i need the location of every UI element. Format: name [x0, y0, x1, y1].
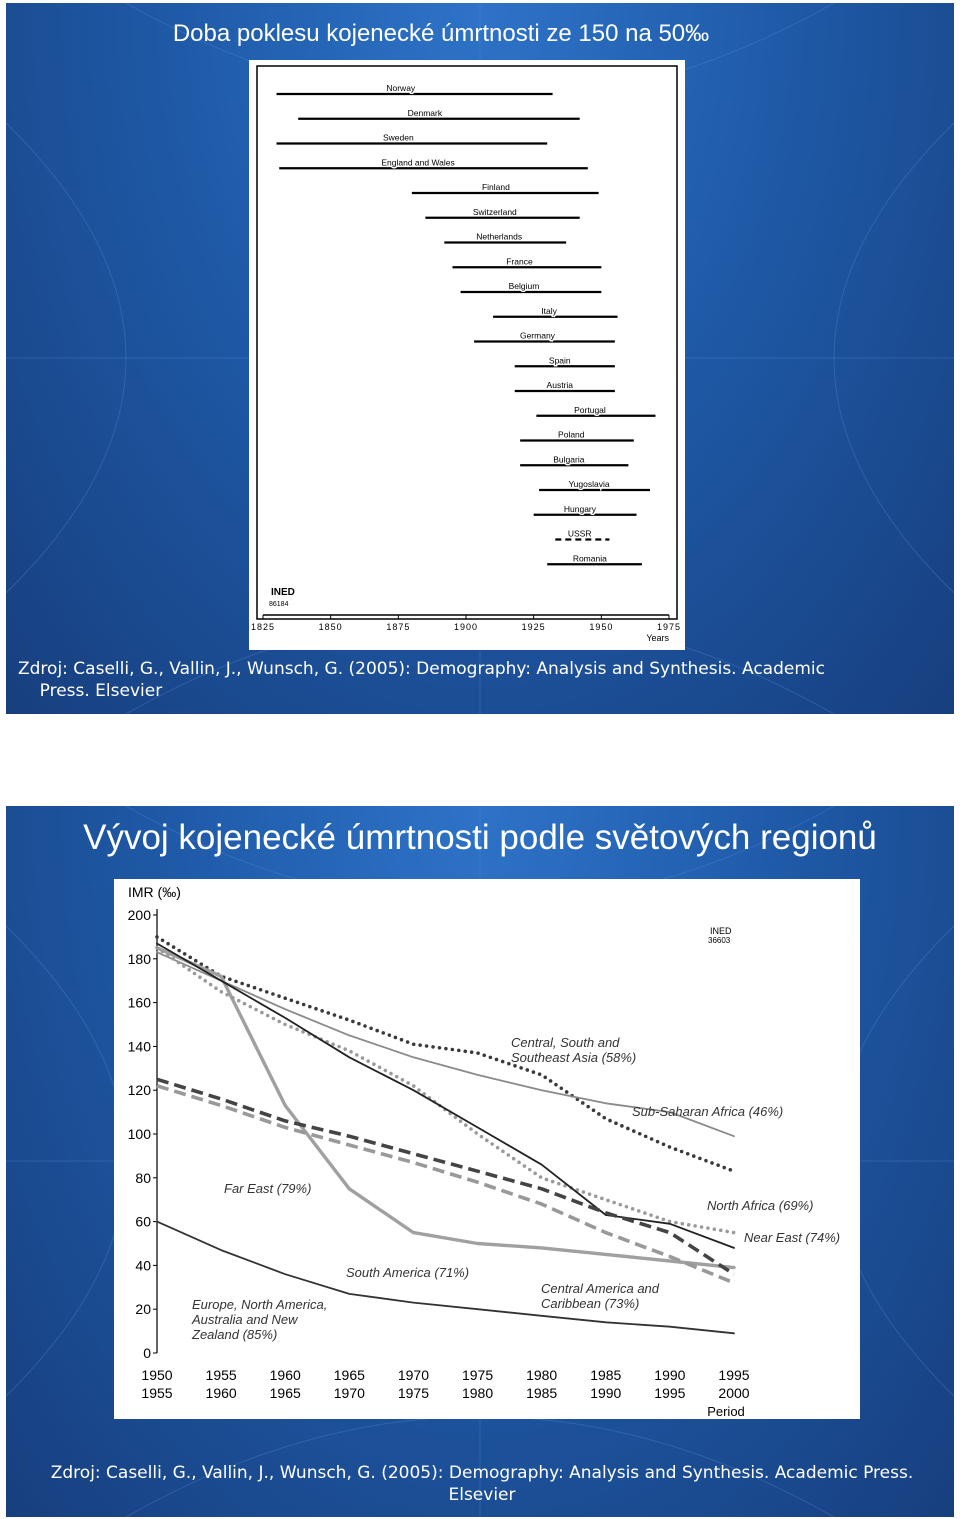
bar-label: England and Wales — [381, 157, 455, 168]
bar-label: Sweden — [382, 132, 414, 143]
bar-label: Italy — [541, 305, 557, 316]
x-tick-label-top: 1980 — [526, 1367, 558, 1383]
slide-title: Doba poklesu kojenecké úmrtnosti ze 150 na 50‰ — [172, 20, 710, 47]
bar-label: Germany — [519, 330, 555, 341]
slide-bottom — [6, 806, 954, 1517]
bar-label: Norway — [386, 83, 416, 93]
range-bar-chart — [249, 60, 685, 650]
y-tick-label: 80 — [135, 1169, 151, 1186]
x-tick-label-bottom: 1955 — [141, 1385, 173, 1401]
x-tick-label-bottom: 1990 — [590, 1385, 622, 1401]
bar-label: Finland — [481, 182, 510, 192]
x-axis-label: Period — [707, 1404, 745, 1419]
x-tick-label: 1875 — [386, 622, 411, 632]
x-tick-label-bottom: 2000 — [718, 1385, 750, 1401]
x-tick-label-bottom: 1965 — [269, 1385, 301, 1401]
x-tick-label: 1850 — [318, 622, 343, 632]
x-tick-label: 1975 — [656, 622, 682, 632]
series-label: Caribbean (73%) — [541, 1296, 640, 1311]
series-label: Southeast Asia (58%) — [511, 1050, 637, 1065]
source-citation: Zdroj: Caselli, G., Vallin, J., Wunsch, G. (2005): Demography: Analysis and Synthesis. Academic Press. Elsevier — [18, 659, 825, 701]
y-tick-label: 100 — [127, 1126, 151, 1142]
ined-stamp: INED — [271, 587, 295, 598]
ined-stamp-code: 86184 — [269, 601, 289, 608]
bar-label: Spain — [548, 355, 571, 366]
x-tick-label-top: 1970 — [397, 1367, 430, 1383]
bar-label: Hungary — [563, 503, 597, 514]
y-tick-label: 120 — [127, 1082, 151, 1099]
x-tick-label-top: 1990 — [654, 1367, 686, 1383]
x-tick-label-bottom: 1960 — [205, 1385, 237, 1401]
series-label: Far East (79%) — [224, 1181, 312, 1196]
y-axis-label: IMR (‰) — [128, 884, 181, 900]
bar-label: France — [506, 256, 533, 267]
slide-title: Vývoj kojenecké úmrtnosti podle světových regionů — [83, 818, 877, 857]
series-label: Sub-Saharan Africa (46%) — [632, 1104, 784, 1119]
x-tick-label-top: 1995 — [718, 1367, 750, 1383]
x-tick-label: 1900 — [453, 622, 479, 632]
series-label: South America (71%) — [346, 1265, 470, 1280]
x-tick-label-top: 1955 — [205, 1367, 237, 1383]
ined-stamp-code: 36603 — [708, 936, 731, 945]
series-label: North Africa (69%) — [707, 1198, 814, 1213]
y-tick-label: 160 — [127, 994, 151, 1011]
bar-label: Portugal — [574, 404, 606, 415]
y-tick-label: 60 — [135, 1213, 151, 1230]
series-label: Zealand (85%) — [192, 1327, 278, 1342]
x-tick-label-bottom: 1980 — [461, 1385, 494, 1401]
bar-label: Switzerland — [472, 206, 517, 217]
bar-label: Bulgaria — [553, 454, 585, 465]
x-axis-label: Years — [646, 633, 669, 643]
y-tick-label: 200 — [127, 907, 151, 923]
chart-panel — [114, 879, 860, 1419]
bar-label: USSR — [567, 528, 592, 539]
y-tick-label: 0 — [143, 1345, 151, 1361]
y-tick-label: 140 — [127, 1038, 151, 1055]
bar-label: Poland — [558, 429, 585, 440]
x-tick-label: 1925 — [521, 622, 546, 632]
x-tick-label-bottom: 1985 — [526, 1385, 558, 1401]
x-tick-label-top: 1985 — [590, 1367, 622, 1383]
x-tick-label-top: 1975 — [461, 1367, 494, 1383]
x-tick-label: 1950 — [589, 622, 614, 632]
x-tick-label-bottom: 1970 — [333, 1385, 365, 1401]
bar-label: Romania — [572, 553, 607, 564]
x-tick-label-top: 1965 — [333, 1367, 365, 1383]
series-label: Europe, North America, — [192, 1297, 328, 1312]
bar-label: Belgium — [508, 281, 540, 291]
y-tick-label: 20 — [135, 1301, 151, 1318]
x-tick-label-top: 1960 — [269, 1367, 301, 1383]
line-chart — [114, 879, 860, 1419]
x-tick-label-bottom: 1995 — [654, 1385, 686, 1401]
y-tick-label: 40 — [135, 1257, 151, 1274]
bar-label: Yugoslavia — [568, 479, 610, 489]
series-label: Central America and — [541, 1281, 660, 1296]
chart-panel — [249, 60, 685, 650]
series-label: Near East (74%) — [744, 1230, 841, 1245]
y-tick-label: 180 — [127, 950, 151, 967]
series-label: Australia and New — [192, 1312, 298, 1327]
bar-label: Austria — [546, 380, 574, 390]
series-label: Central, South and — [511, 1035, 620, 1050]
series-line-0 — [157, 937, 734, 1171]
source-citation: Zdroj: Caselli, G., Vallin, J., Wunsch, G. (2005): Demography: Analysis and Synthesis. Academic Press. Elsevier — [50, 1463, 914, 1505]
slide-top — [6, 3, 954, 714]
x-tick-label-bottom: 1975 — [397, 1385, 430, 1401]
bar-label: Denmark — [407, 107, 443, 118]
x-tick-label-top: 1950 — [141, 1367, 173, 1383]
series-line-4 — [157, 944, 734, 1248]
x-tick-label: 1825 — [250, 622, 276, 632]
bar-label: Netherlands — [476, 231, 523, 242]
ined-stamp: INED — [710, 926, 732, 936]
